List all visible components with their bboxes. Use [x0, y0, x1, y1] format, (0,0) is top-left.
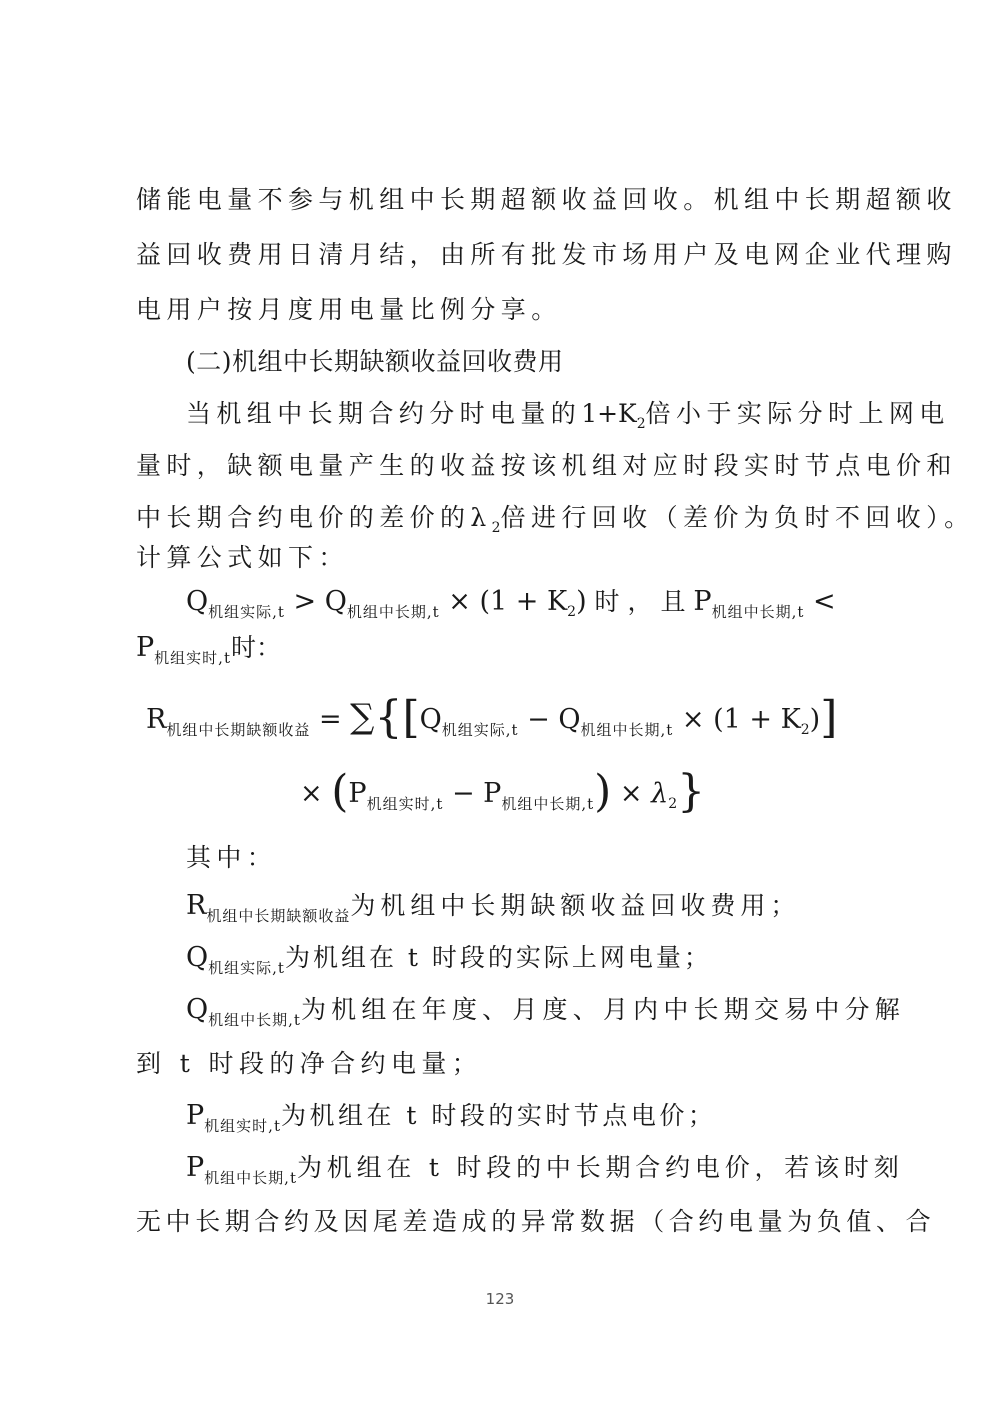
- text: 中长期合约电价的差价的: [136, 503, 471, 532]
- symbol-r: R: [186, 890, 207, 921]
- text: 为机组在年度、月度、月内中长期交易中分解: [300, 995, 905, 1024]
- operator: × (1 + K: [439, 586, 568, 617]
- paragraph-line: 储能电量不参与机组中长期超额收益回收。机组中长期超额收: [136, 185, 957, 214]
- paragraph-line: 量时，缺额电量产生的收益按该机组对应时段实时节点电价和: [136, 451, 957, 480]
- formula-line: [300, 766, 706, 822]
- brace: {: [374, 692, 403, 743]
- subscript: 2: [668, 796, 678, 812]
- symbol-q: Q: [419, 704, 442, 735]
- operator: ): [809, 704, 821, 735]
- subscript: 机组中长期,t: [580, 721, 674, 739]
- subscript: 2: [636, 416, 646, 432]
- symbol-p: P: [136, 632, 155, 663]
- operator: −: [443, 778, 484, 809]
- subscript: 机组实时,t: [154, 649, 231, 667]
- subscript: 机组中长期,t: [208, 1011, 301, 1029]
- subscript: 机组中长期,t: [204, 1169, 297, 1187]
- symbol-p: P: [186, 1152, 205, 1183]
- operator: ×: [300, 778, 332, 809]
- symbol-q: Q: [186, 994, 209, 1025]
- text: 倍进行回收（差价为负时不回收）。: [500, 503, 975, 532]
- text: 为机组中长期缺额收益回收费用；: [350, 891, 801, 920]
- bracket: ]: [820, 692, 838, 743]
- bracket: [: [402, 692, 420, 743]
- operator: ×: [611, 778, 652, 809]
- symbol-lambda: λ: [651, 778, 669, 809]
- subscript: 机组中长期,t: [346, 603, 440, 621]
- text: 时：: [230, 633, 281, 662]
- definition-line: [186, 992, 905, 1038]
- symbol-p: P: [483, 778, 502, 809]
- paragraph-line: 计算公式如下：: [136, 543, 349, 572]
- operator: =: [310, 704, 351, 735]
- condition-line: [186, 584, 836, 630]
- subscript: 机组中长期,t: [711, 603, 805, 621]
- text: 1+K: [581, 399, 637, 428]
- text: 为机组在 t 时段的中长期合约电价，若该时刻: [296, 1153, 904, 1182]
- operator: >: [284, 586, 325, 617]
- subscript: 机组中长期缺额收益: [166, 721, 311, 739]
- paragraph-line: 无中长期合约及因尾差造成的异常数据（合约电量为负值、合: [136, 1207, 936, 1236]
- subscript: 机组实际,t: [208, 959, 285, 977]
- subscript: 2: [800, 722, 810, 738]
- text: 且: [652, 587, 694, 616]
- text: λ: [470, 503, 492, 532]
- subscript: 2: [567, 604, 577, 620]
- paragraph-line: 其中：: [186, 843, 278, 872]
- subscript: 机组实时,t: [204, 1117, 281, 1135]
- symbol-r: R: [146, 704, 167, 735]
- symbol-p: P: [693, 586, 712, 617]
- definition-line: [186, 1150, 904, 1196]
- text: 倍小于实际分时上网电: [645, 399, 950, 428]
- subscript: 机组中长期,t: [501, 795, 595, 813]
- text: 为机组在 t 时段的实际上网电量；: [284, 943, 712, 972]
- section-heading: (二)机组中长期缺额收益回收费用: [186, 347, 564, 376]
- operator: ): [576, 586, 587, 617]
- definition-line: [186, 1098, 716, 1144]
- formula-line: [146, 692, 838, 748]
- brace: }: [677, 766, 706, 817]
- text: 为机组在 t 时段的实时节点电价；: [280, 1101, 717, 1130]
- paragraph-line: 电用户按月度用电量比例分享。: [136, 295, 562, 324]
- condition-line: [136, 630, 281, 676]
- operator: −: [518, 704, 559, 735]
- subscript: 机组实际,t: [208, 603, 285, 621]
- symbol-p: P: [348, 778, 367, 809]
- operator: × (1 + K: [673, 704, 801, 735]
- definition-line: [186, 940, 712, 986]
- paragraph-line: [186, 396, 950, 442]
- symbol-q: Q: [186, 942, 209, 973]
- subscript: 机组中长期缺额收益: [206, 907, 351, 925]
- symbol-q: Q: [186, 586, 209, 617]
- paragraph-line: 到 t 时段的净合约电量；: [136, 1049, 483, 1078]
- symbol-q: Q: [324, 586, 347, 617]
- operator: <: [804, 586, 836, 617]
- symbol-p: P: [186, 1100, 205, 1131]
- subscript: 机组实时,t: [366, 795, 444, 813]
- definition-line: [186, 888, 800, 934]
- paragraph-line: 益回收费用日清月结，由所有批发市场用户及电网企业代理购: [136, 240, 957, 269]
- sum-symbol: ∑: [350, 697, 375, 737]
- text: 当机组中长期合约分时电量的: [186, 399, 582, 428]
- page-number: 123: [485, 1290, 515, 1308]
- text: 时 ，: [586, 587, 653, 616]
- subscript: 机组实际,t: [441, 721, 519, 739]
- symbol-q: Q: [558, 704, 581, 735]
- paren: ): [594, 766, 612, 817]
- subscript: 2: [491, 520, 501, 536]
- paren: (: [331, 766, 349, 817]
